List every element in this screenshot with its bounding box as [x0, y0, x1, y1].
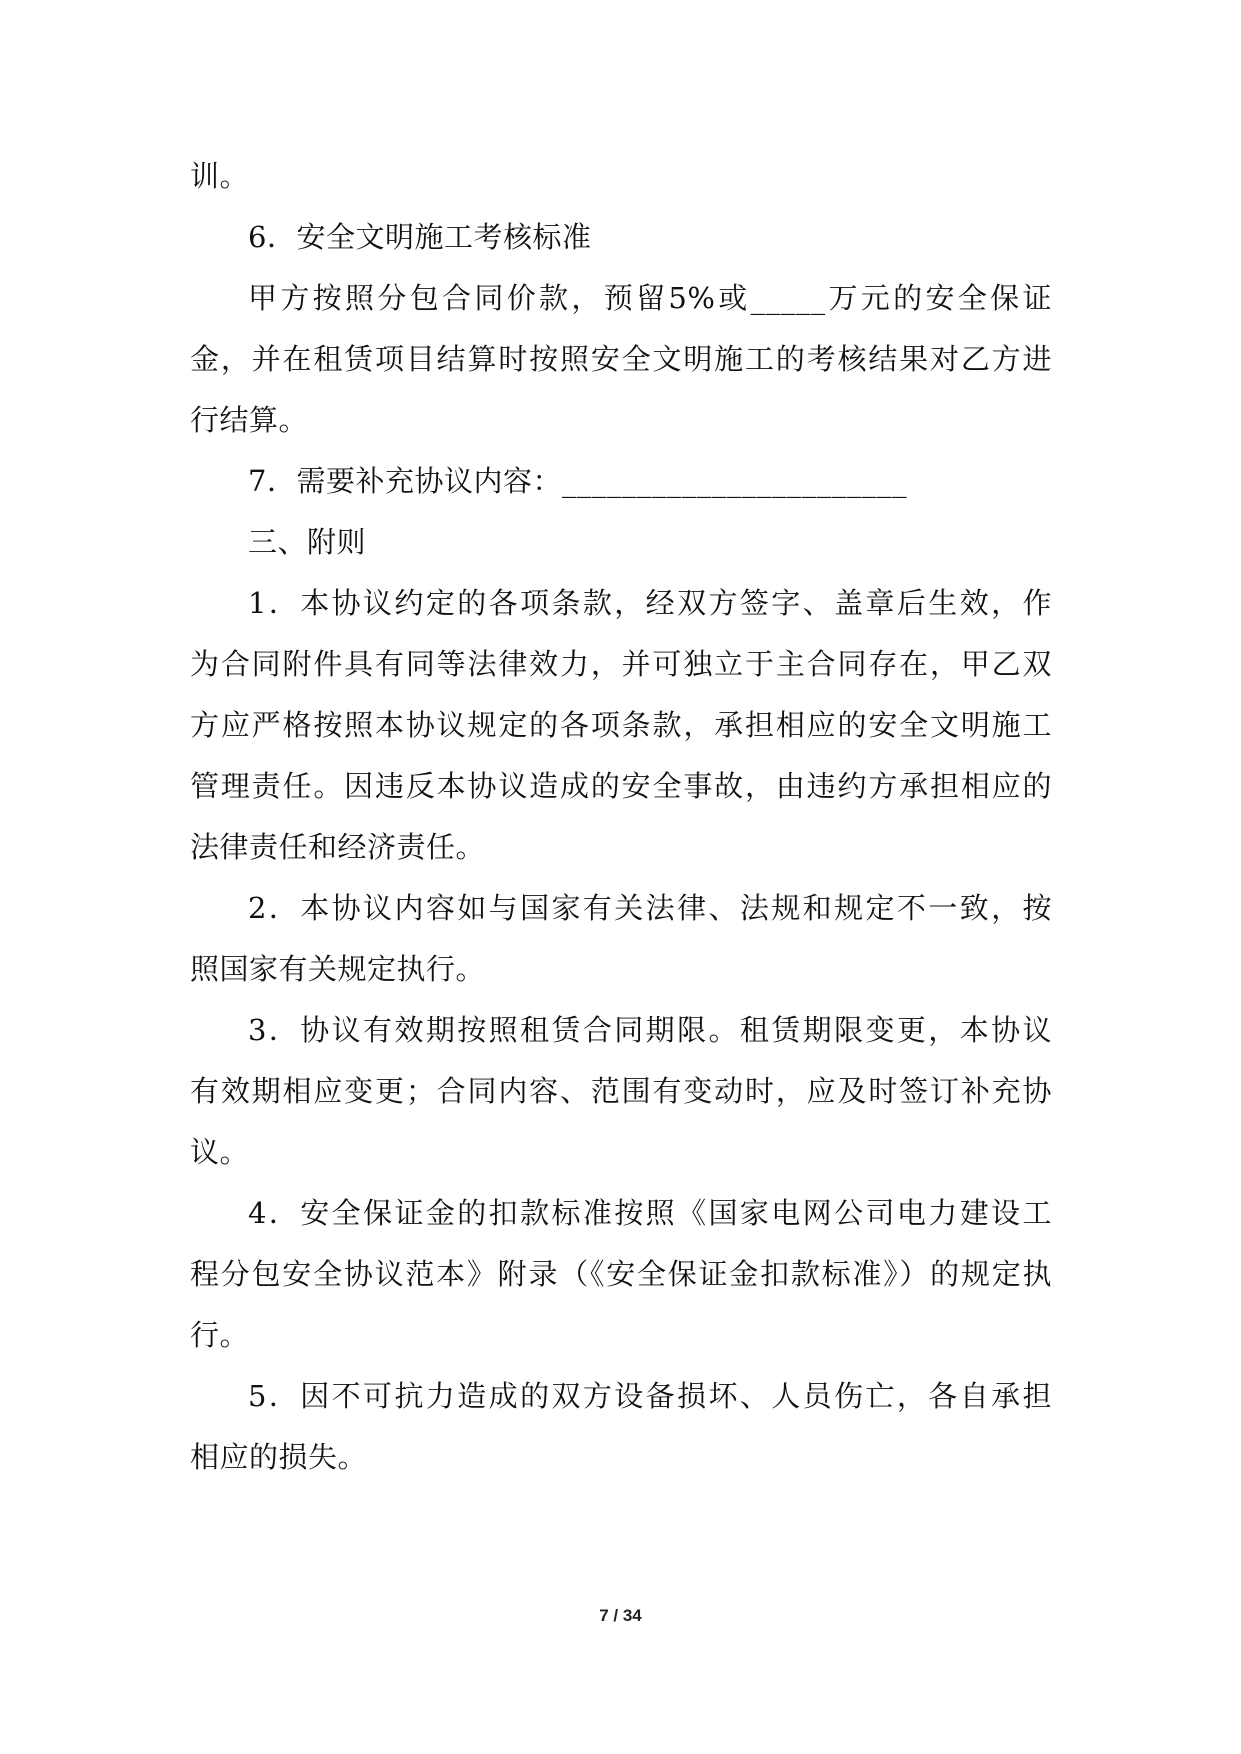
text-line: 5．因不可抗力造成的双方设备损坏、人员伤亡，各自承担 [248, 1379, 1052, 1413]
text-line: 甲方按照分包合同价款，预留5%或_____万元的安全保证 [248, 281, 1052, 315]
text-line: 议。 [190, 1135, 250, 1169]
text-line: 1．本协议约定的各项条款，经双方签字、盖章后生效，作 [248, 586, 1052, 620]
text-line: 相应的损失。 [190, 1440, 368, 1474]
text-line: 行。 [190, 1318, 250, 1352]
text-line: 为合同附件具有同等法律效力，并可独立于主合同存在，甲乙双 [190, 647, 1052, 681]
text-line: 法律责任和经济责任。 [190, 830, 486, 864]
text-line: 4．安全保证金的扣款标准按照《国家电网公司电力建设工 [248, 1196, 1052, 1230]
text-line: 3．协议有效期按照租赁合同期限。租赁期限变更，本协议 [248, 1013, 1052, 1047]
text-line: 程分包安全协议范本》附录（《安全保证金扣款标准》）的规定执 [190, 1257, 1052, 1291]
document-body [190, 146, 1052, 1488]
page-number: 7 / 34 [599, 1606, 642, 1625]
text-line: 有效期相应变更；合同内容、范围有变动时，应及时签订补充协 [190, 1074, 1052, 1108]
text-line: 7．需要补充协议内容：_______________________ [248, 464, 907, 498]
text-line: 2．本协议内容如与国家有关法律、法规和规定不一致，按 [248, 891, 1052, 925]
text-line: 行结算。 [190, 403, 309, 437]
section-heading: 6．安全文明施工考核标准 [248, 220, 592, 254]
text-line: 金，并在租赁项目结算时按照安全文明施工的考核结果对乙方进 [190, 342, 1052, 376]
section-heading: 三、附则 [248, 525, 367, 559]
text-line: 方应严格按照本协议规定的各项条款，承担相应的安全文明施工 [190, 708, 1052, 742]
text-line: 照国家有关规定执行。 [190, 952, 486, 986]
text-line: 管理责任。因违反本协议造成的安全事故，由违约方承担相应的 [190, 769, 1052, 803]
text-line: 训。 [190, 159, 250, 193]
